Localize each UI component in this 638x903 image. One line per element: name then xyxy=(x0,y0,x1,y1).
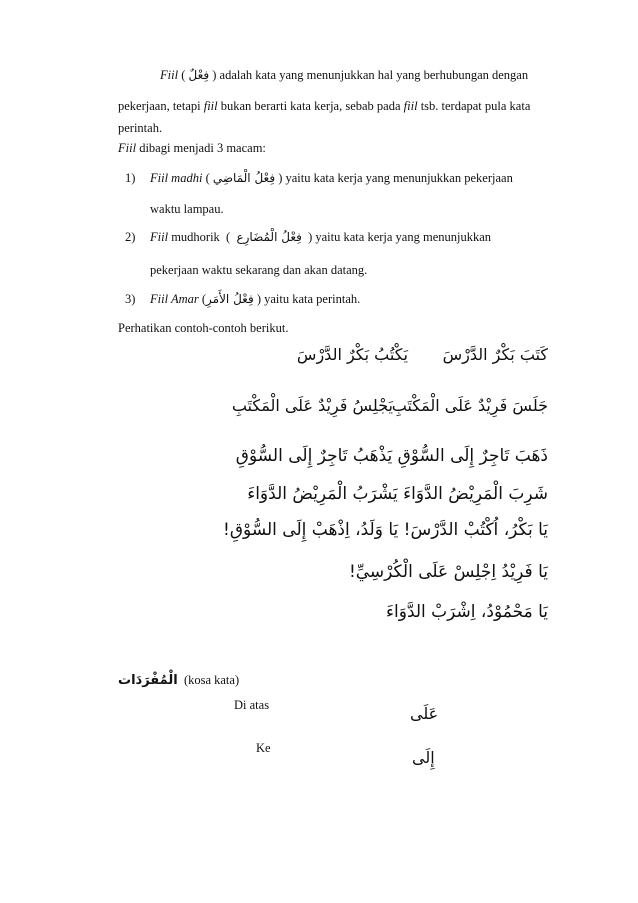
intro-line-4: Fiil dibagi menjadi 3 macam: xyxy=(118,141,266,155)
intro-line-1: Fiil ( فِعْلٌ ) adalah kata yang menunjukkan hal yang berhubungan dengan xyxy=(160,68,529,82)
type-2-line: Fiil mudhorik ( فِعْلُ الْمُضَارِع ) yaitu kata kerja yang menunjukkan xyxy=(150,230,492,244)
mufradat-arabic: الْمُفْرَدَات xyxy=(118,673,178,688)
fiil-arabic: فِعْلٌ xyxy=(188,68,210,82)
example-2-right: جَلَسَ فَرِيْدٌ عَلَى الْمَكْتَبِ xyxy=(391,396,548,415)
vocab-note: (kosa kata) xyxy=(183,673,240,687)
example-4: شَرِبَ الْمَرِيْضُ الدَّوَاءَ يَشْرَبُ الْمَرِيْضُ الدَّوَاءَ xyxy=(247,484,548,504)
type-1-num: 1) xyxy=(125,171,136,185)
example-6: يَا فَرِيْدُ اِجْلِسْ عَلَى الْكُرْسِيِّ! xyxy=(348,562,548,582)
intro-line-2: pekerjaan, tetapi fiil bukan berarti kata kerja, sebab pada fiil tsb. terdapat pula kata xyxy=(118,99,531,113)
vocab-2-arabic: إِلَى xyxy=(412,748,435,767)
type-3-line: Fiil Amar (فِعْلُ الأَمَرِ ) yaitu kata perintah. xyxy=(150,292,361,306)
vocab-1-arabic: عَلَى xyxy=(410,704,439,723)
fiil-madhi-arabic: فِعْلُ الْمَاضِي xyxy=(212,171,276,185)
example-1-right: كَتَبَ بَكْرٌ الدَّرْسَ xyxy=(442,345,548,364)
type-1-cont: waktu lampau. xyxy=(150,202,224,216)
type-1-line: Fiil madhi ( فِعْلُ الْمَاضِي ) yaitu kata kerja yang menunjukkan pekerjaan xyxy=(150,171,513,185)
fiil-term: Fiil xyxy=(160,68,179,82)
fiil-mudhorik-arabic: فِعْلُ الْمُضَارِع xyxy=(236,230,302,244)
example-2-left: يَجْلِسُ فَرِيْدٌ عَلَى الْمَكْتَبِ xyxy=(231,396,393,415)
vocab-heading xyxy=(118,672,239,689)
type-2-num: 2) xyxy=(125,230,136,244)
example-1-left: يَكْتُبُ بَكْرٌ الدَّرْسَ xyxy=(296,345,408,364)
vocab-1-meaning: Di atas xyxy=(234,698,270,712)
intro-line-3: perintah. xyxy=(118,121,163,135)
type-2-cont: pekerjaan waktu sekarang dan akan datang. xyxy=(150,263,368,277)
vocab-2-meaning: Ke xyxy=(256,741,271,755)
example-3: ذَهَبَ تَاجِرٌ إِلَى السُّوْقِ يَذْهَبُ تَاجِرٌ إِلَى السُّوْقِ xyxy=(235,446,548,466)
type-3-num: 3) xyxy=(125,292,136,306)
fiil-amar-arabic: فِعْلُ الأَمَرِ xyxy=(206,292,254,306)
examples-heading: Perhatikan contoh-contoh berikut. xyxy=(118,321,289,335)
example-7: يَا مَحْمُوْدُ، اِشْرَبْ الدَّوَاءَ xyxy=(386,602,548,622)
example-5: يَا بَكْرُ، اُكْتُبْ الدَّرْسَ! يَا وَلَدُ، اِذْهَبْ إِلَى السُّوْقِ! xyxy=(223,520,548,540)
